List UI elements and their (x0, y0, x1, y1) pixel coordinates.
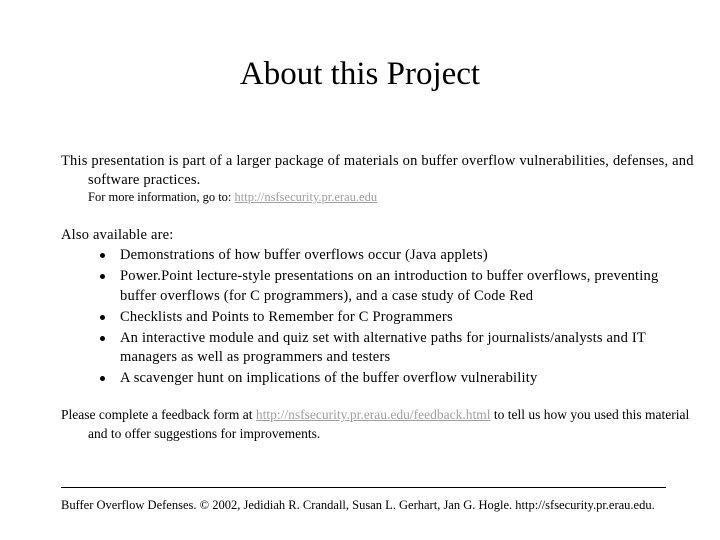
list-item: An interactive module and quiz set with alternative paths for journalists/analysts and IT managers as well as programmers and testers (100, 329, 660, 368)
feedback-prefix: Please complete a feedback form at (61, 407, 256, 422)
more-info-line (88, 189, 377, 205)
list-item: Checklists and Points to Remember for C Programmers (100, 308, 660, 328)
feedback-link[interactable]: http://nsfsecurity.pr.erau.edu/feedback.html (255, 407, 491, 422)
footer-citation: Buffer Overflow Defenses. © 2002, Jedidiah R. Crandall, Susan L. Gerhart, Jan G. Hogle. http://sfsecurity.pr.erau.edu. (61, 498, 655, 512)
bullet-icon (100, 336, 105, 341)
feedback-paragraph (61, 405, 708, 443)
slide-title: About this Project (239, 56, 481, 92)
list-item: Power.Point lecture-style presentations on an introduction to buffer overflows, preventing buffer overflows (for C programmers), and a case study of Code Red (100, 267, 660, 306)
more-info-prefix: For more information, go to: (88, 190, 235, 204)
bullet-icon (100, 376, 105, 381)
footer-divider (61, 487, 666, 488)
bullet-icon (100, 253, 105, 258)
list-item: Demonstrations of how buffer overflows occur (Java applets) (100, 246, 660, 266)
also-available-heading: Also available are: (61, 227, 174, 243)
bullet-icon (100, 315, 105, 320)
list-item: A scavenger hunt on implications of the buffer overflow vulnerability (100, 369, 660, 389)
intro-paragraph: This presentation is part of a larger package of materials on buffer overflow vulnerabilities, defenses, and software practices. (61, 153, 694, 188)
project-site-link[interactable]: http://nsfsecurity.pr.erau.edu (234, 190, 378, 204)
available-materials-list (100, 246, 660, 390)
feedback-suffix: to tell us how you used this material and to offer suggestions for improvements. (88, 407, 690, 441)
bullet-icon (100, 274, 105, 279)
